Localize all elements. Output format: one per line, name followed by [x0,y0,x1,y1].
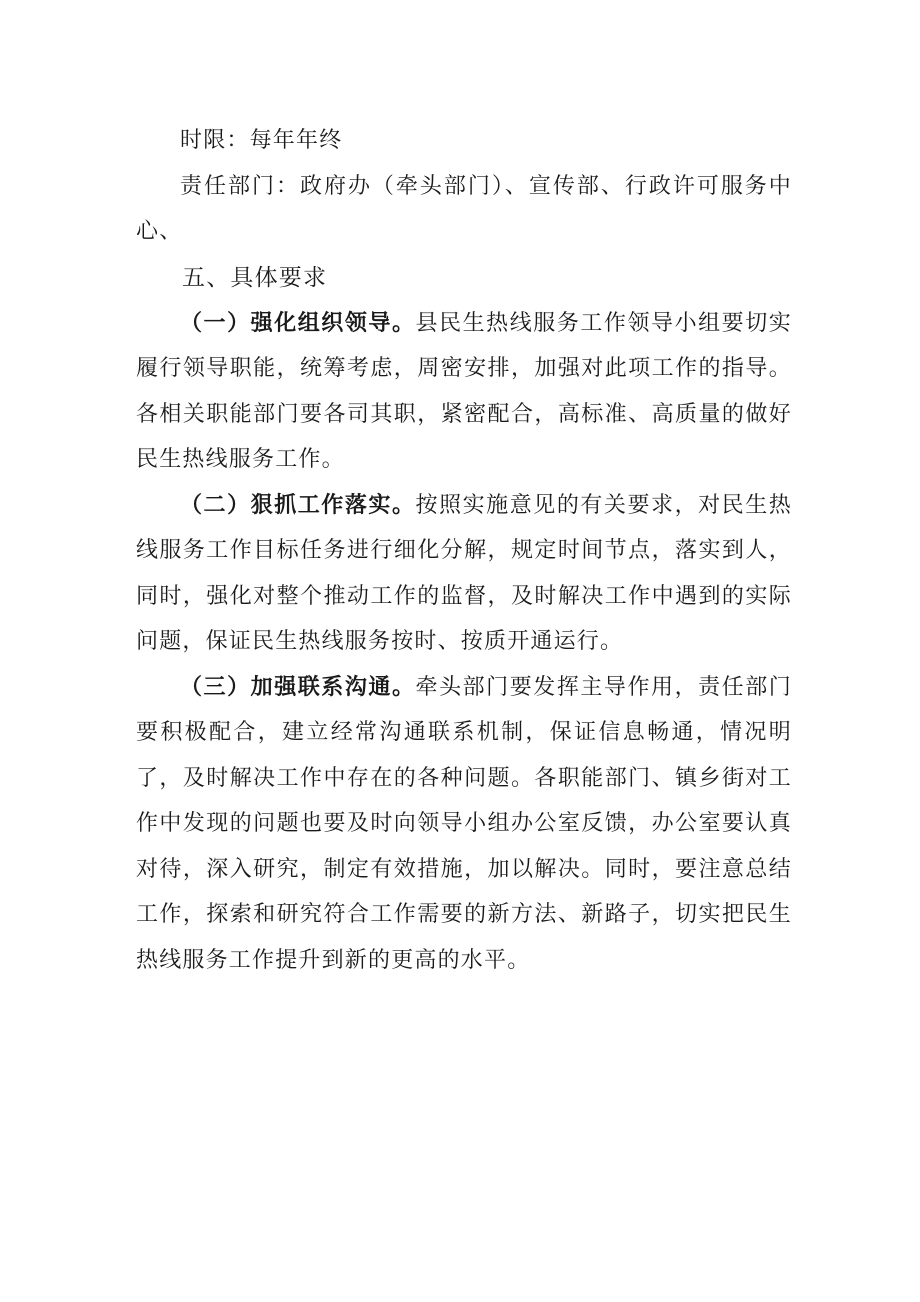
requirement-paragraph-2 [136,483,792,665]
requirement-lead-1: （一）强化组织领导。 [180,310,416,336]
requirement-text-2: 按照实施意见的有关要求，对民生热线服务工作目标任务进行细化分解，规定时间节点，落实到人，同时，强化对整个推动工作的监督，及时解决工作中遇到的实际问题，保证民生热线服务按时、按质开通运行。 [136,492,792,654]
requirement-text-1: 县民生热线服务工作领导小组要切实履行领导职能，统筹考虑，周密安排，加强对此项工作的指导。各相关职能部门要各司其职，紧密配合，高标准、高质量的做好民生热线服务工作。 [136,310,792,472]
document-body [136,118,792,983]
requirement-lead-2: （二）狠抓工作落实。 [180,492,416,518]
deadline-line: 时限：每年年终 [180,128,343,153]
requirement-text-3: 牵头部门要发挥主导作用，责任部门要积极配合，建立经常沟通联系机制，保证信息畅通，情况明了，及时解决工作中存在的各种问题。各职能部门、镇乡街对工作中发现的问题也要及时向领导小组办公室反馈，办公室要认真对待，深入研究，制定有效措施，加以解决。同时，要注意总结工作，探索和研究符合工作需要的新方法、新路子，切实把民生热线服务工作提升到新的更高的水平。 [136,674,792,973]
section-heading: 五、具体要求 [182,264,328,291]
responsibility-line: 责任部门：政府办（牵头部门）、宣传部、行政许可服务中心、 [136,173,792,244]
requirement-paragraph-1 [136,301,792,483]
requirement-lead-3: （三）加强联系沟通。 [180,674,416,700]
requirement-paragraph-3 [136,665,792,984]
